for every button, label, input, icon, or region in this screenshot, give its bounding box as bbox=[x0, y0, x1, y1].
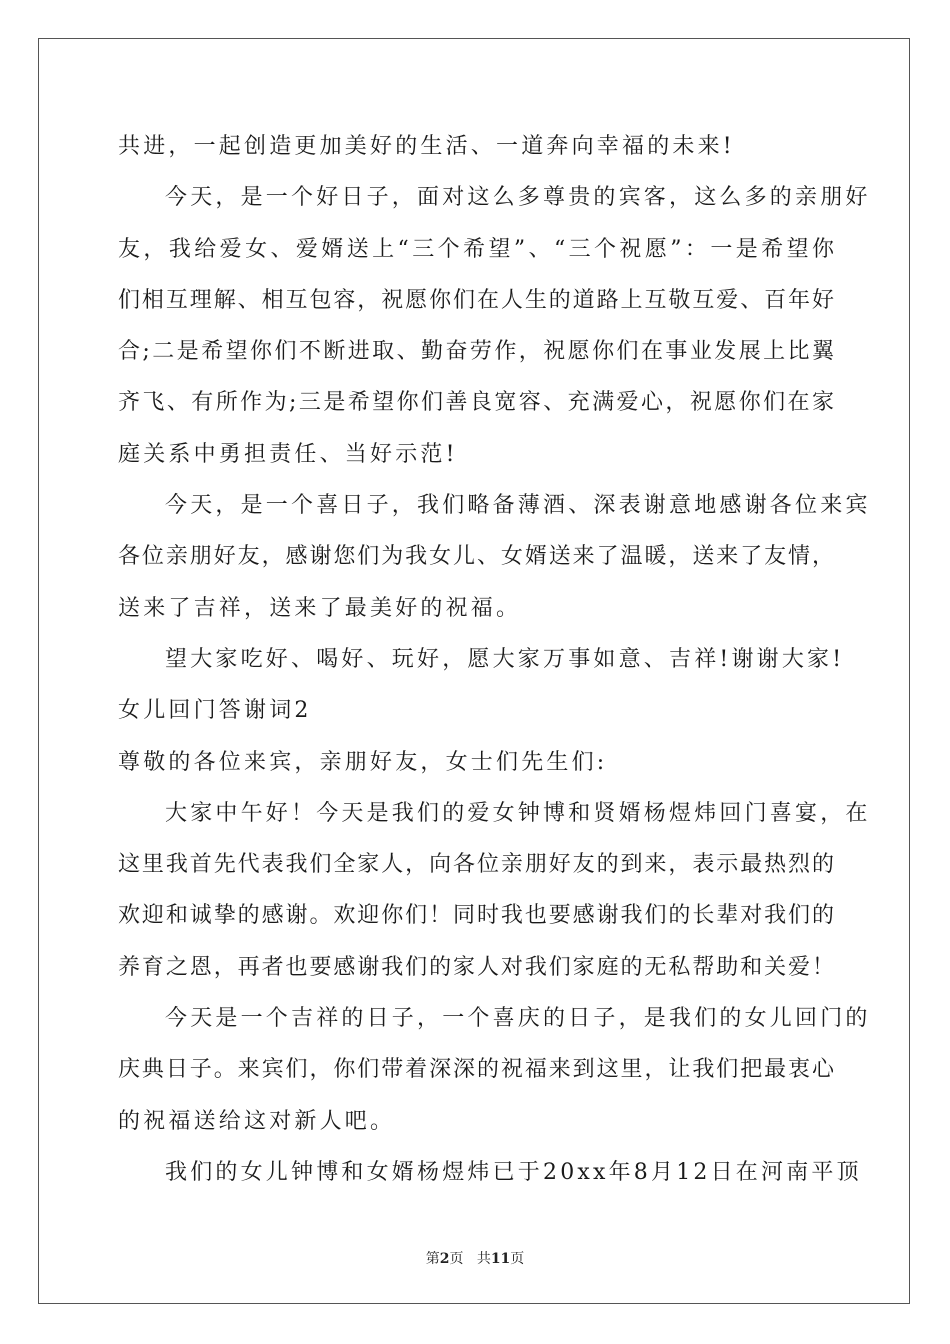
text-line: 今天，是一个好日子，面对这么多尊贵的宾客，这么多的亲朋好 bbox=[165, 185, 871, 211]
text-line: 欢迎和诚挚的感谢。欢迎你们！同时我也要感谢我们的长辈对我们的 bbox=[118, 903, 834, 929]
text-line: 齐飞、有所作为;三是希望你们善良宽容、充满爱心，祝愿你们在家 bbox=[118, 390, 834, 416]
text-line: 我们的女儿钟博和女婿杨煜炜已于20xx年8月12日在河南平顶 bbox=[165, 1159, 862, 1185]
salutation: 尊敬的各位来宾，亲朋好友，女士们先生们: bbox=[118, 749, 608, 775]
text-line: 合;二是希望你们不断进取、勤奋劳作，祝愿你们在事业发展上比翼 bbox=[118, 339, 834, 365]
text-line: 各位亲朋好友，感谢您们为我女儿、女婿送来了温暖，送来了友情， bbox=[118, 544, 834, 570]
text-line: 送来了吉祥，送来了最美好的祝福。 bbox=[118, 595, 522, 621]
page-suffix: 页 bbox=[449, 1251, 464, 1267]
total-suffix: 页 bbox=[510, 1251, 525, 1267]
text-line: 庆典日子。来宾们，你们带着深深的祝福来到这里，让我们把最衷心 bbox=[118, 1057, 834, 1083]
text-line: 庭关系中勇担责任、当好示范! bbox=[118, 441, 458, 467]
text-line: 今天，是一个喜日子，我们略备薄酒、深表谢意地感谢各位来宾 bbox=[165, 493, 871, 519]
page-prefix: 第 bbox=[425, 1251, 440, 1267]
text-line: 的祝福送给这对新人吧。 bbox=[118, 1108, 396, 1134]
page-footer bbox=[0, 1250, 950, 1268]
section-heading: 女儿回门答谢词2 bbox=[118, 698, 312, 724]
text-line: 养育之恩，再者也要感谢我们的家人对我们家庭的无私帮助和关爱！ bbox=[118, 954, 834, 980]
text-line: 望大家吃好、喝好、玩好，愿大家万事如意、吉祥!谢谢大家! bbox=[165, 646, 845, 672]
text-line: 这里我首先代表我们全家人，向各位亲朋好友的到来，表示最热烈的 bbox=[118, 852, 834, 878]
text-line: 共进，一起创造更加美好的生活、一道奔向幸福的未来! bbox=[118, 134, 735, 159]
text-line: 们相互理解、相互包容，祝愿你们在人生的道路上互敬互爱、百年好 bbox=[118, 287, 834, 313]
page-number: 2 bbox=[439, 1251, 450, 1267]
text-line: 大家中午好！今天是我们的爱女钟博和贤婿杨煜炜回门喜宴，在 bbox=[165, 800, 871, 826]
total-prefix: 共 bbox=[476, 1251, 491, 1267]
document-body bbox=[118, 126, 871, 1203]
text-line: 友，我给爱女、爱婿送上“三个希望”、“三个祝愿”：一是希望你 bbox=[118, 236, 834, 262]
text-line: 今天是一个吉祥的日子，一个喜庆的日子，是我们的女儿回门的 bbox=[165, 1006, 871, 1032]
total-pages: 11 bbox=[490, 1251, 511, 1267]
